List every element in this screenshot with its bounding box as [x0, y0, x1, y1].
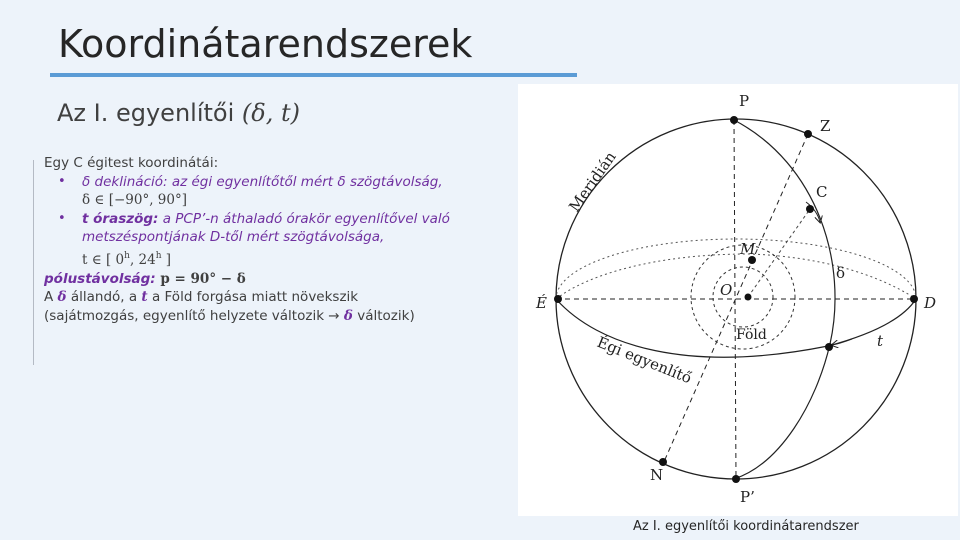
label-meridian: Meridián	[565, 148, 620, 216]
hour-angle-range-mid: , 24	[129, 251, 156, 268]
bullet-dot-icon: •	[58, 210, 66, 226]
label-t: t	[877, 332, 884, 350]
constant-t: t	[141, 289, 148, 306]
diagram-svg	[518, 84, 958, 516]
slide-title: Koordinátarendszerek	[58, 22, 473, 66]
hour-angle-desc-1: a PCP’-n áthaladó órakör egyenlítővel való	[158, 210, 450, 227]
bullet-dot-icon: •	[58, 173, 66, 189]
hour-angle-range	[44, 247, 474, 270]
hour-angle-range-prefix: t ∈ [ 0	[82, 251, 125, 268]
slide-subtitle	[57, 99, 300, 127]
point-c	[806, 205, 814, 213]
equatorial-coordinate-diagram	[518, 84, 958, 516]
polar-distance-term: pólustávolság:	[44, 270, 156, 287]
bullet-declination	[44, 173, 474, 192]
bullet-hour-angle	[44, 210, 474, 229]
constant-prefix: A	[44, 289, 58, 306]
point-p-prime	[732, 475, 740, 483]
subtitle-text: Az I. egyenlítői	[57, 99, 242, 127]
declination-desc: az égi egyenlítőtől mért δ szögtávolság,	[167, 173, 443, 190]
declination-range-text: δ ∈ [−90°, 90°]	[82, 192, 187, 209]
declination-range	[44, 191, 474, 210]
label-z: Z	[820, 117, 831, 135]
intro-line: Egy C égitest koordinátái:	[44, 155, 219, 171]
hour-angle-range-suffix: ]	[161, 251, 172, 268]
celestial-equator-back	[556, 254, 916, 299]
constant-mid: állandó, a	[66, 289, 142, 306]
proper-motion-prefix: (sajátmozgás, egyenlítő helyzete változik →	[44, 307, 344, 324]
point-t	[825, 343, 833, 351]
hour-angle-range-sup-1: h	[124, 250, 130, 261]
proper-motion-delta: δ	[343, 307, 353, 324]
figure-caption: Az I. egyenlítői koordinátarendszer	[633, 519, 859, 534]
point-p	[730, 116, 738, 124]
hour-angle-desc-2: metszéspontjának D-től mért szögtávolsága,	[82, 229, 385, 246]
point-z	[804, 130, 812, 138]
point-o	[745, 294, 752, 301]
constant-delta: δ	[57, 289, 67, 306]
proper-motion-line	[44, 307, 474, 326]
label-celestial-equator: Égi egyenlítő	[594, 333, 695, 388]
polar-distance-line	[44, 270, 474, 289]
subtitle-math: (δ, t)	[241, 99, 300, 127]
label-m: M	[740, 240, 756, 258]
hour-angle-arrow	[832, 339, 852, 345]
label-fold: Föld	[736, 327, 767, 343]
content-body	[44, 154, 474, 325]
label-p: P	[739, 92, 750, 110]
center-to-star-line	[748, 209, 810, 297]
hour-angle-term: t óraszög:	[82, 210, 159, 227]
label-p-prime: P’	[740, 488, 755, 506]
label-d: D	[924, 294, 937, 312]
point-d	[910, 295, 918, 303]
label-o: O	[720, 281, 733, 299]
constant-line	[44, 288, 474, 307]
proper-motion-suffix: változik)	[352, 307, 415, 324]
declination-term: δ deklináció:	[82, 173, 168, 190]
label-delta: δ	[836, 264, 846, 282]
horizon-back-arc	[556, 239, 916, 299]
point-n	[659, 458, 667, 466]
point-e	[554, 295, 562, 303]
label-n: N	[650, 466, 664, 484]
hour-angle-range-sup-2: h	[155, 250, 162, 261]
content-left-rule	[33, 160, 34, 365]
label-c: C	[816, 183, 828, 201]
constant-suffix: a Föld forgása miatt növekszik	[147, 289, 359, 306]
label-e: É	[536, 294, 547, 312]
title-underline	[50, 73, 577, 77]
polar-distance-formula: p = 90° − δ	[155, 270, 246, 287]
